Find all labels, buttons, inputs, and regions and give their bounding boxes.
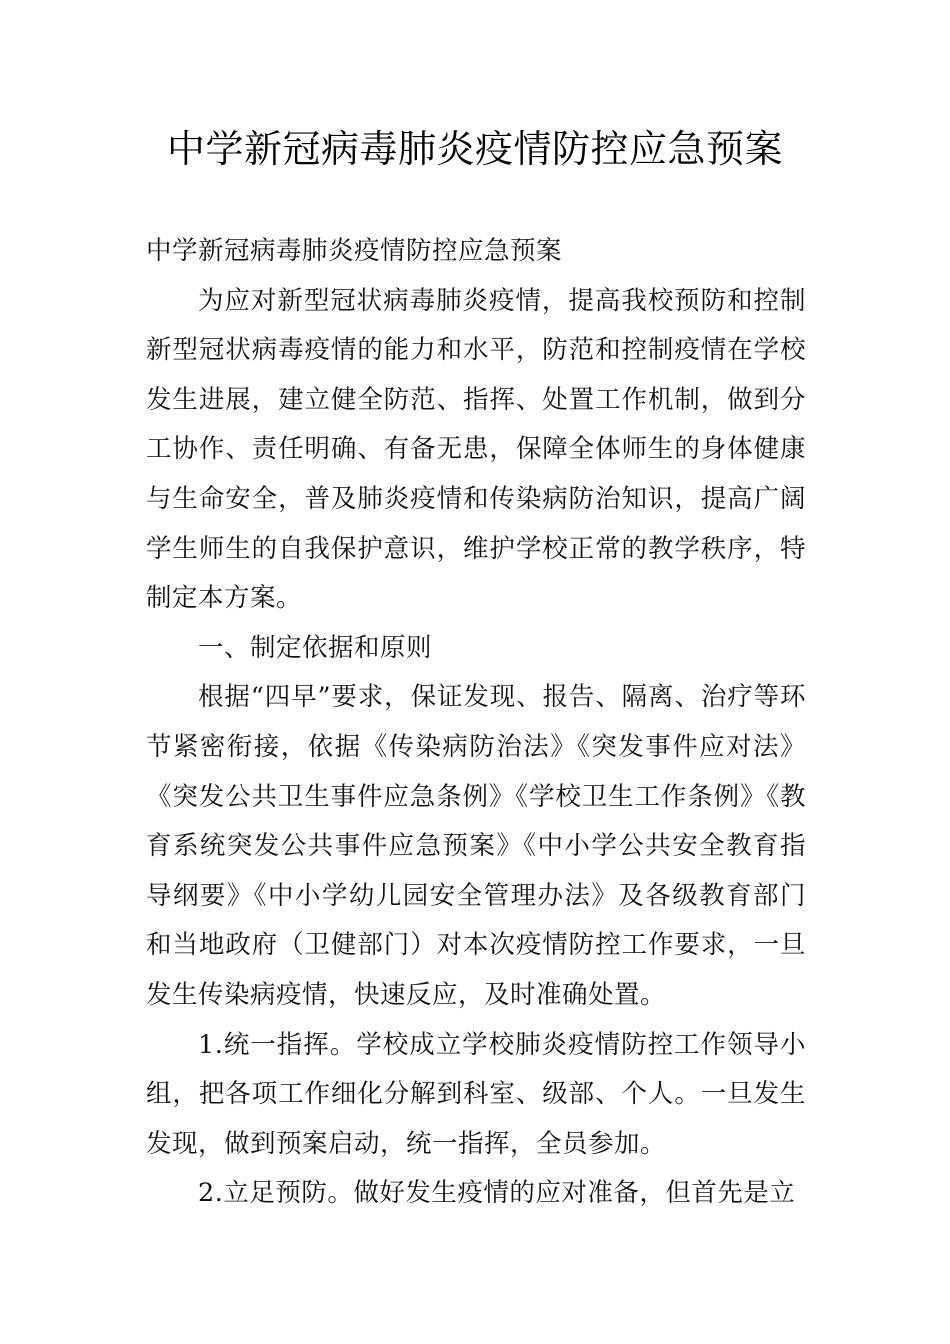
section-heading: 一、制定依据和原则 <box>198 632 433 663</box>
document-body <box>146 227 806 1219</box>
subtitle-paragraph: 中学新冠病毒肺炎疫情防控应急预案 <box>146 236 563 266</box>
document-title: 中学新冠病毒肺炎疫情防控应急预案 <box>166 127 783 171</box>
intro-paragraph: 为应对新型冠状病毒肺炎疫情，提高我校预防和控制新型冠状病毒疫情的能力和水平，防范和控制疫情在学校发生进展，建立健全防范、指挥、处置工作机制，做到分工协作、责任明确、有备无患，保障全体师生的身体健康与生命安全，普及肺炎疫情和传染病防治知识，提高广阔学生师生的自我保护意识，维护学校正常的教学秩序，特制定本方案。 <box>146 285 806 614</box>
principle-2-paragraph: 2.立足预防。做好发生疫情的应对准备，但首先是立 <box>198 1178 796 1209</box>
basis-paragraph: 根据“四早”要求，保证发现、报告、隔离、治疗等环节紧密衔接，依据《传染病防治法》《突发事件应对法》《突发公共卫生事件应急条例》《学校卫生工作条例》《教育系统突发公共事件应急预案》《中小学公共安全教育指导纲要》《中小学幼儿园安全管理办法》及各级教育部门和当地政府（卫健部门）对本次疫情防控工作要求，一旦发生传染病疫情，快速反应，及时准确处置。 <box>146 682 806 1010</box>
principle-1-paragraph: 1.统一指挥。学校成立学校肺炎疫情防控工作领导小组，把各项工作细化分解到科室、级部、个人。一旦发生发现，做到预案启动，统一指挥，全员参加。 <box>146 1029 806 1159</box>
